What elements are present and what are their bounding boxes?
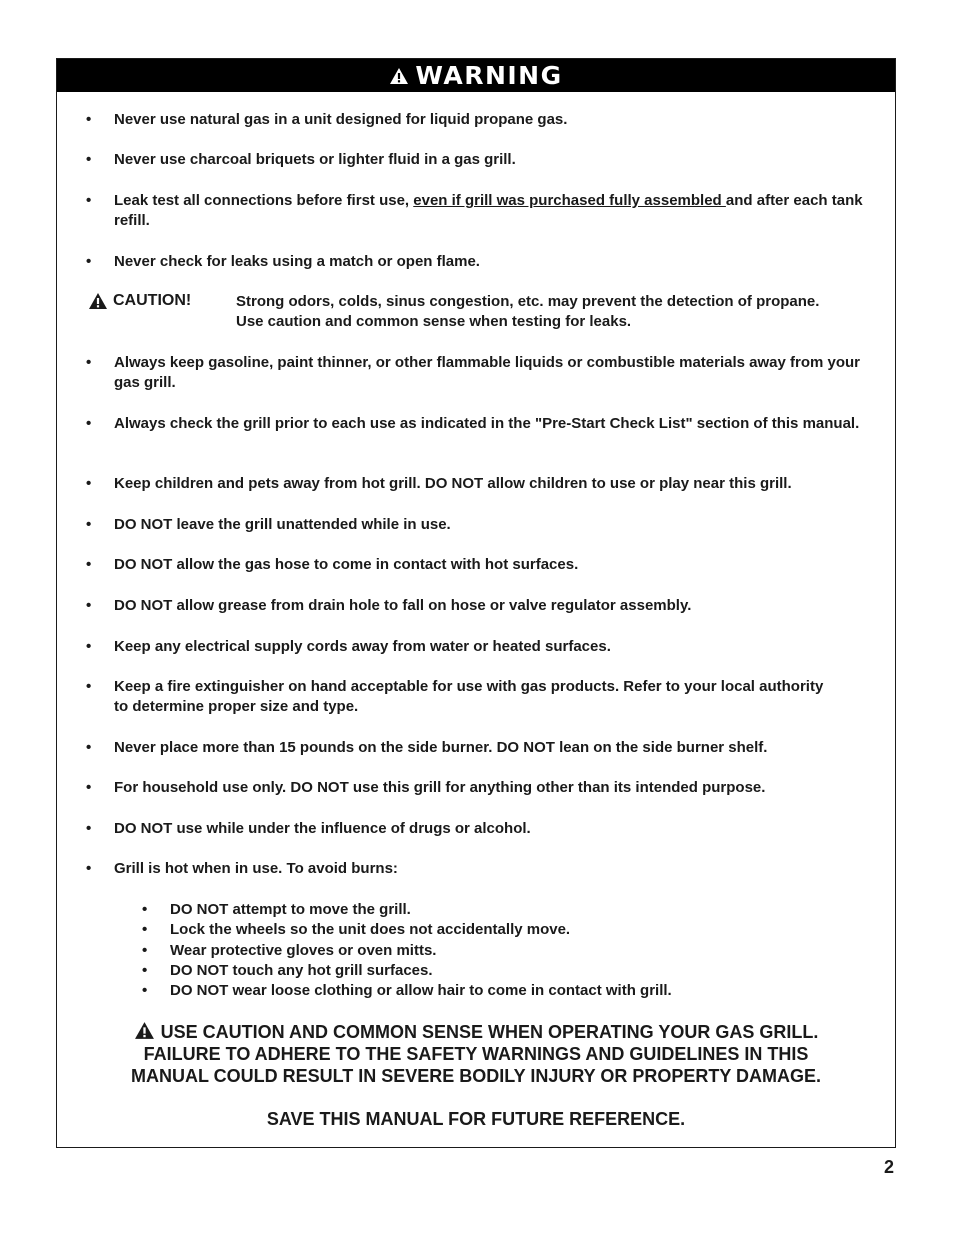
bullet: • — [86, 516, 92, 533]
bullet: • — [142, 962, 148, 979]
list-item-text: DO NOT allow grease from drain hole to fall on hose or valve regulator assembly. — [114, 597, 692, 614]
list-item-text: DO NOT use while under the influence of drugs or alcohol. — [114, 820, 531, 837]
list-item-text: DO NOT leave the grill unattended while in use. — [114, 516, 451, 533]
underlined-text: even if grill was purchased fully assembled — [413, 192, 726, 209]
bullet: • — [86, 475, 92, 492]
warning-triangle-icon — [134, 1021, 155, 1040]
warning-triangle-icon — [389, 67, 409, 85]
bullet: • — [86, 556, 92, 573]
list-item-text: Never use charcoal briquets or lighter fluid in a gas grill. — [114, 151, 516, 168]
bullet: • — [142, 901, 148, 918]
bullet: • — [86, 739, 92, 756]
sub-list-item: Lock the wheels so the unit does not accidentally move. — [170, 921, 571, 938]
list-item-text — [114, 191, 874, 231]
bullet: • — [86, 597, 92, 614]
list-item-text: Never place more than 15 pounds on the side burner. DO NOT lean on the side burner shelf. — [114, 739, 768, 756]
caution-text: Strong odors, colds, sinus congestion, etc. may prevent the detection of propane. Use caution and common sense when testing for leaks. — [236, 293, 820, 330]
list-item-text: For household use only. DO NOT use this grill for anything other than its intended purpose. — [114, 779, 766, 796]
bullet: • — [86, 415, 92, 432]
bullet: • — [86, 111, 92, 128]
bullet: • — [142, 982, 148, 999]
list-item-text: Always keep gasoline, paint thinner, or other flammable liquids or combustible materials away from your gas grill. — [114, 354, 861, 391]
warning-triangle-icon — [88, 292, 108, 310]
page-number: 2 — [884, 1157, 895, 1177]
warning-banner — [57, 59, 895, 92]
sub-list-item: DO NOT wear loose clothing or allow hair to come in contact with grill. — [170, 982, 672, 999]
warning-title: WARNING — [415, 61, 563, 90]
leak-test-text: Leak test all connections before first use, — [114, 192, 414, 209]
final-warning-line-2: FAILURE TO ADHERE TO THE SAFETY WARNINGS AND GUIDELINES IN THIS — [143, 1044, 809, 1064]
caution-label-text: CAUTION! — [113, 292, 192, 309]
bullet: • — [86, 779, 92, 796]
list-item-text: Always check the grill prior to each use as indicated in the "Pre-Start Check List" section of this manual. — [114, 415, 860, 432]
list-item-text: Keep a fire extinguisher on hand acceptable for use with gas products. Refer to your local authority to determine proper size and type. — [114, 678, 824, 715]
final-warning-line-3: MANUAL COULD RESULT IN SEVERE BODILY INJURY OR PROPERTY DAMAGE. — [130, 1066, 822, 1086]
list-item-text: Keep children and pets away from hot grill. DO NOT allow children to use or play near this grill. — [114, 475, 792, 492]
bullet: • — [86, 860, 92, 877]
sub-list-item: Wear protective gloves or oven mitts. — [170, 942, 437, 959]
list-item-text: Grill is hot when in use. To avoid burns: — [114, 860, 398, 877]
save-notice: SAVE THIS MANUAL FOR FUTURE REFERENCE. — [266, 1109, 686, 1129]
bullet: • — [142, 942, 148, 959]
bullet: • — [86, 820, 92, 837]
list-item-text: Never use natural gas in a unit designed for liquid propane gas. — [114, 111, 568, 128]
bullet: • — [86, 678, 92, 695]
list-item-text: DO NOT allow the gas hose to come in contact with hot surfaces. — [114, 556, 579, 573]
bullet: • — [86, 151, 92, 168]
bullet: • — [86, 253, 92, 270]
sub-list-item: DO NOT attempt to move the grill. — [170, 901, 411, 918]
sub-list-item: DO NOT touch any hot grill surfaces. — [170, 962, 433, 979]
bullet: • — [86, 192, 92, 209]
caution-label — [88, 291, 191, 311]
warning-box — [56, 58, 896, 1148]
list-item-text: Keep any electrical supply cords away from water or heated surfaces. — [114, 638, 611, 655]
leak-test-text-end: and after each tank refill. — [114, 192, 863, 229]
bullet: • — [86, 354, 92, 371]
final-warning-line — [57, 1021, 895, 1043]
bullet: • — [142, 921, 148, 938]
list-item-text: Never check for leaks using a match or open flame. — [114, 253, 480, 270]
bullet: • — [86, 638, 92, 655]
final-warning-line-1: USE CAUTION AND COMMON SENSE WHEN OPERATING YOUR GAS GRILL. — [160, 1022, 819, 1042]
